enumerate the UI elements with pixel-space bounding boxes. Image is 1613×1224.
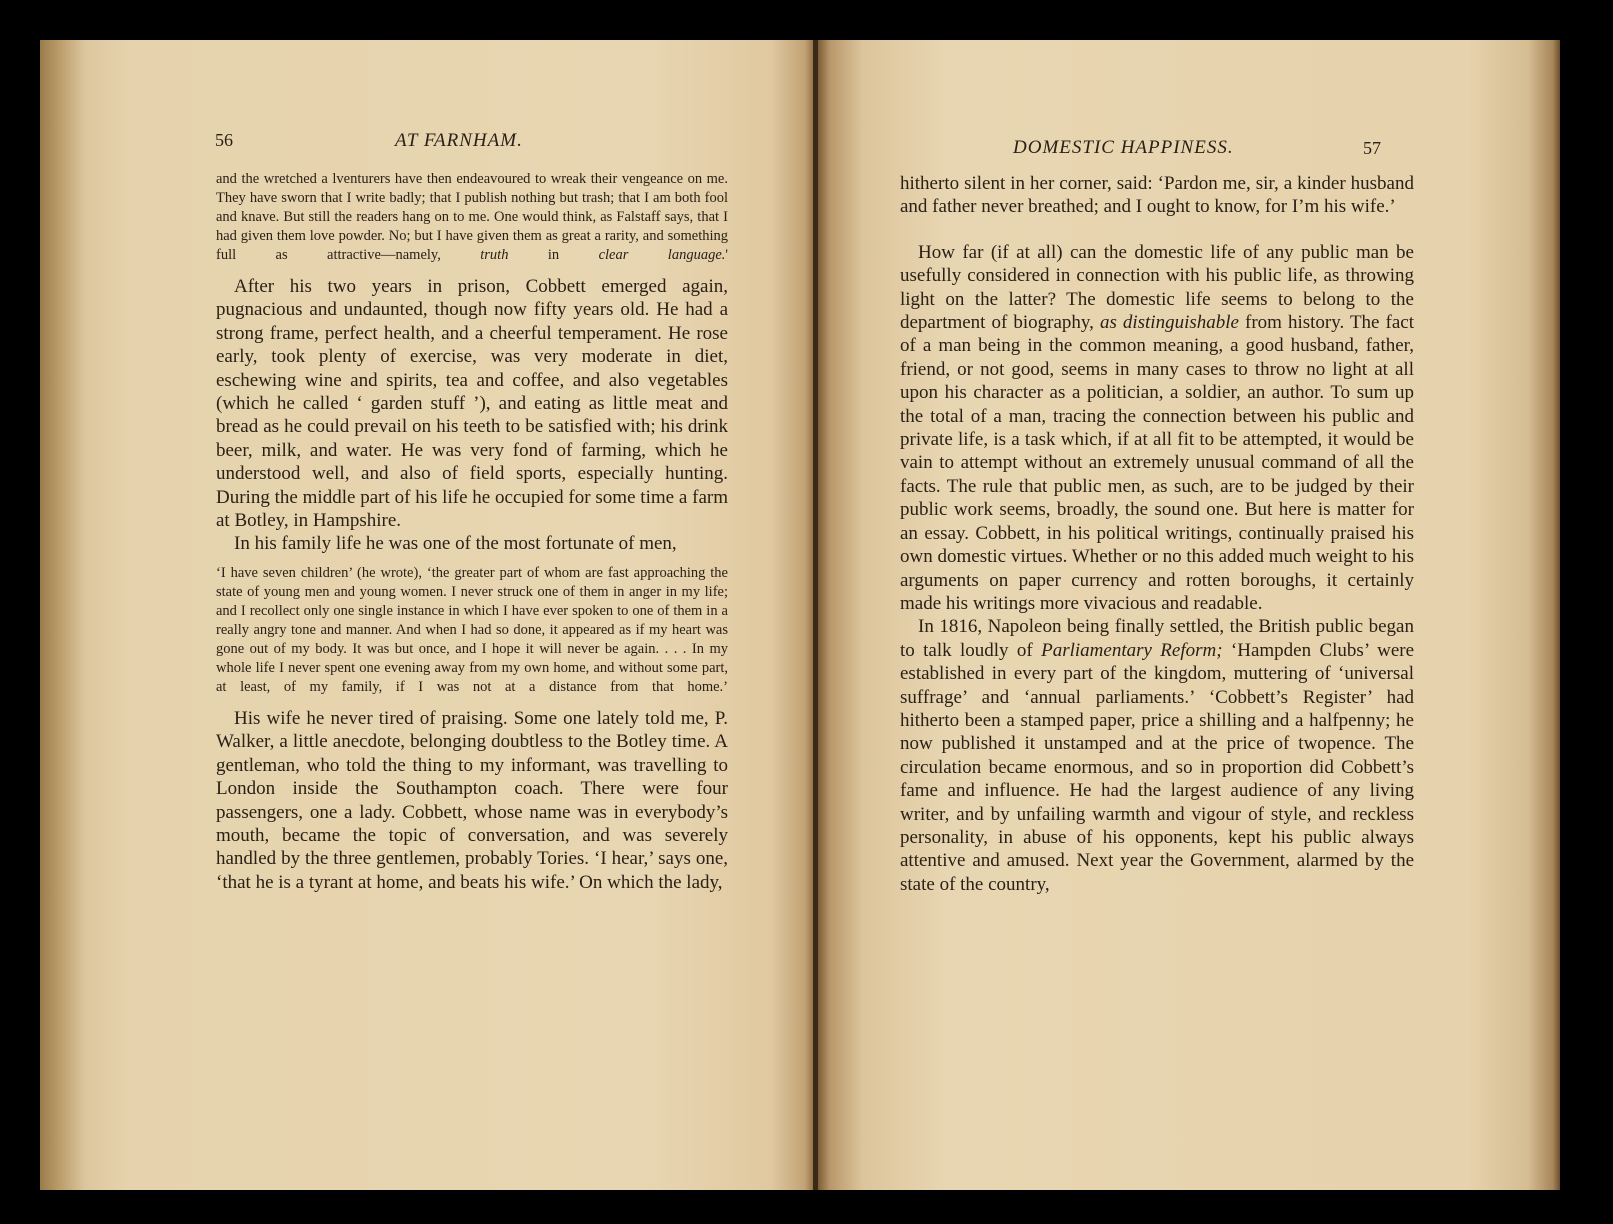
paragraph-text: ‘Hampden Clubs’ were established in every part of the kingdom, muttering of ‘universal suffrage’ and ‘annual parliaments.’ ‘Cobbett’s Register’ had hitherto been a stamped paper, price a shilling and a halfpenny; he now published it unstamped and at the price of twopence. The circulation became enormous, and so in proportion did Cobbett’s fame and influence. He had the largest audience of any living writer, and by unfailing warmth and vigour of style, and reckless personality, in abuse of his opponents, kept his public always attentive and amused. Next year the Government, alarmed by the state of the country, [900,639,1415,895]
quote-text: and the wretched a lventurers have then endeavoured to wreak their vengeance on me. They have sworn that I write badly; that I publish nothing but trash; that I am both fool and knave. But still the readers hang on to me. One would think, as Falstaff says, that I had given them love powder. No; but I have given them as great a rarity, and something full as attractive—namely, [216,171,728,263]
running-head: DOMESTIC HAPPINESS. [1013,137,1234,158]
paragraph: hitherto silent in her corner, said: ‘Pardon me, sir, a kinder husband and father never breathed; and I ought to know, for I’m his wife.’ [900,173,1414,218]
paragraph [900,241,1414,616]
italic-text: as distinguishable [1099,312,1239,334]
right-page [818,40,1560,1190]
paragraph-text: In 1816, Napoleon being finally settled, the British public began to talk loudly of [900,616,1414,661]
italic-text: Parliamentary Reform; [1041,639,1223,661]
left-page [40,40,815,1190]
paragraph-text: from history. The fact of a man being in the common meaning, a good husband, father, friend, or not good, seems in many cases to throw no light at all upon his character as a politician, a soldier, an author. To sum up the total of a man, tracing the connection between his public and private life, is a task which, if at all fit to be attempted, it would be vain to attempt without an extremely unusual command of all the facts. The rule that public men, as such, are to be judged by their public work seems, broadly, the sound one. But here is matter for an essay. Cobbett, in his political writings, continually praised his own domestic virtues. Whether or no this added much weight to his arguments on paper currency and rotten boroughs, it certainly made his writings more vivacious and readable. [900,312,1414,614]
paragraph-text: How far (if at all) can the domestic life of any public man be usefully considered in connection with his public life, as throwing light on the latter? The domestic life seems to belong to the department of biography, [900,241,1414,334]
left-text-block [216,170,728,894]
page-number: 56 [215,130,233,150]
italic-text: truth [480,247,509,263]
paragraph: After his two years in prison, Cobbett emerged again, pugnacious and undaunted, though now fifty years old. He had a strong frame, perfect health, and a cheerful temperament. He rose early, took plenty of exercise, was very moderate in diet, eschewing wine and spirits, tea and coffee, and also vegetables (which he called ‘ garden stuff ’), and eating as little meat and bread as he could prevail on his teeth to be satisfied with; his drink beer, milk, and water. He was very fond of farming, which he understood well, and also of field sports, especially hunting. During the middle part of his life he occupied for some time a farm at Botley, in Hampshire. [216,276,728,532]
quote-text: in [508,247,599,263]
running-head: AT FARNHAM. [395,130,523,151]
open-book [40,40,1560,1190]
block-quote: ‘I have seven children’ (he wrote), ‘the greater part of whom are fast approaching the state of young men and young women. I never struck one of them in anger in my life; and I recollect only one single instance in which I have ever spoken to one of them in a really angry tone and manner. And when I had so done, it appeared as if my heart was gone out of my body. It was but once, and I hope it will never be again. . . . In my whole life I never spent one evening away from my own home, and without some part, at least, of my family, if I was not at a distance from that home.’ [216,564,728,695]
page-number: 57 [1363,138,1381,158]
italic-text: clear language. [598,247,726,263]
closing-quote: ' [725,247,728,263]
paragraph: In his family life he was one of the most fortunate of men, [234,533,677,555]
paragraph [900,615,1414,896]
block-quote [216,170,728,265]
right-text-block [900,172,1414,896]
paragraph: His wife he never tired of praising. Some one lately told me, P. Walker, a little anecdote, belonging doubtless to the Botley time. A gentleman, who told the thing to my informant, was travelling to London inside the Southampton coach. There were four passengers, one a lady. Cobbett, whose name was in everybody’s mouth, became the topic of conversation, and was severely handled by the three gentlemen, probably Tories. ‘I hear,’ says one, ‘that he is a tyrant at home, and beats his wife.’ On which the lady, [216,707,728,893]
